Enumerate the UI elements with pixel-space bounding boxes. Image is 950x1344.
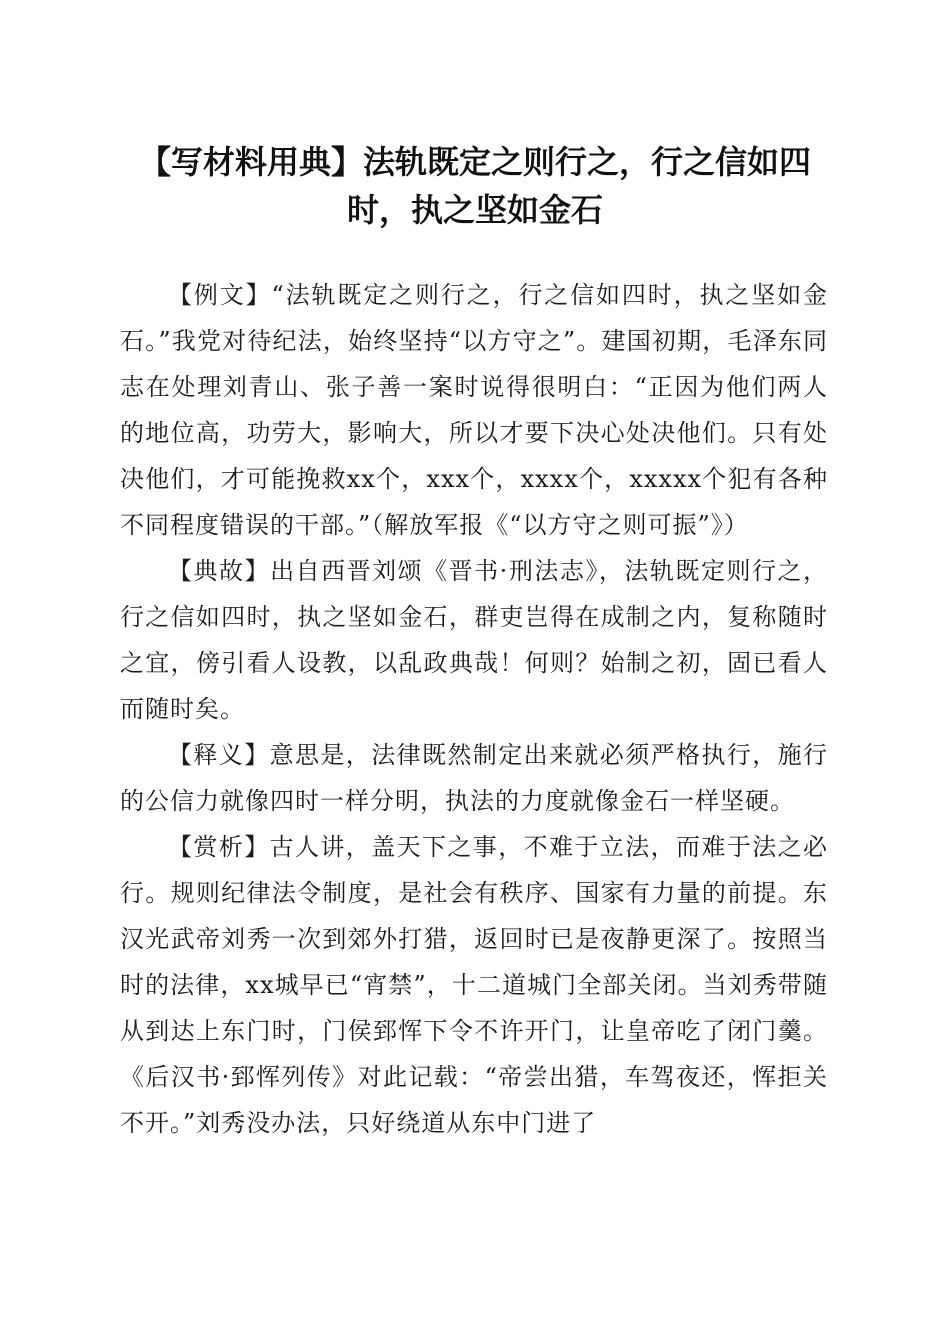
paragraph-tag: 【赏析】 [168,833,270,861]
paragraph-tag: 【典故】 [168,557,271,585]
paragraph-text: 意思是，法律既然制定出来就必须严格执行，施行的公信力就像四时一样分明，执法的力度就像金石一样坚硬。 [120,741,829,815]
paragraph-allusion [120,548,828,732]
document-title: 【写材料用典】法轨既定之则行之，行之信如四时，执之坚如金石 [138,143,811,229]
paragraph-meaning [120,732,828,824]
paragraph-text: “法轨既定之则行之，行之信如四时，执之坚如金石。”我党对待纪法，始终坚持“以方守之”。建国初期，毛泽东同志在处理刘青山、张子善一案时说得很明白：“正因为他们两人的地位高，功劳大，影响大，所以才要下决心处决他们。只有处决他们，才可能挽救xx个，xxx个，xxxx个，xxxxx个犯有各种不同程度错误的干部。”（解放军报《“以方守之则可振”》） [120,281,828,539]
document-body [120,272,828,1146]
paragraph-text: 出自西晋刘颂《晋书·刑法志》，法轨既定则行之，行之信如四时，执之坚如金石，群吏岂得在成制之内，复称随时之宜，傍引看人设教，以乱政典哉！何则？始制之初，固已看人而随时矣。 [120,557,828,723]
paragraph-tag: 【例文】 [168,281,272,309]
paragraph-example [120,272,828,548]
paragraph-tag: 【释义】 [168,741,270,769]
paragraph-analysis [120,824,828,1146]
paragraph-text: 古人讲，盖天下之事，不难于立法，而难于法之必行。规则纪律法令制度，是社会有秩序、国家有力量的前提。东汉光武帝刘秀一次到郊外打猎，返回时已是夜静更深了。按照当时的法律，xx城早已“宵禁”，十二道城门全部关闭。当刘秀带随从到达上东门时，门侯郅恽下令不许开门，让皇帝吃了闭门羹。《后汉书·郅恽列传》对此记载：“帝尝出猎，车驾夜还，恽拒关不开。”刘秀没办法，只好绕道从东中门进了 [120,833,829,1137]
